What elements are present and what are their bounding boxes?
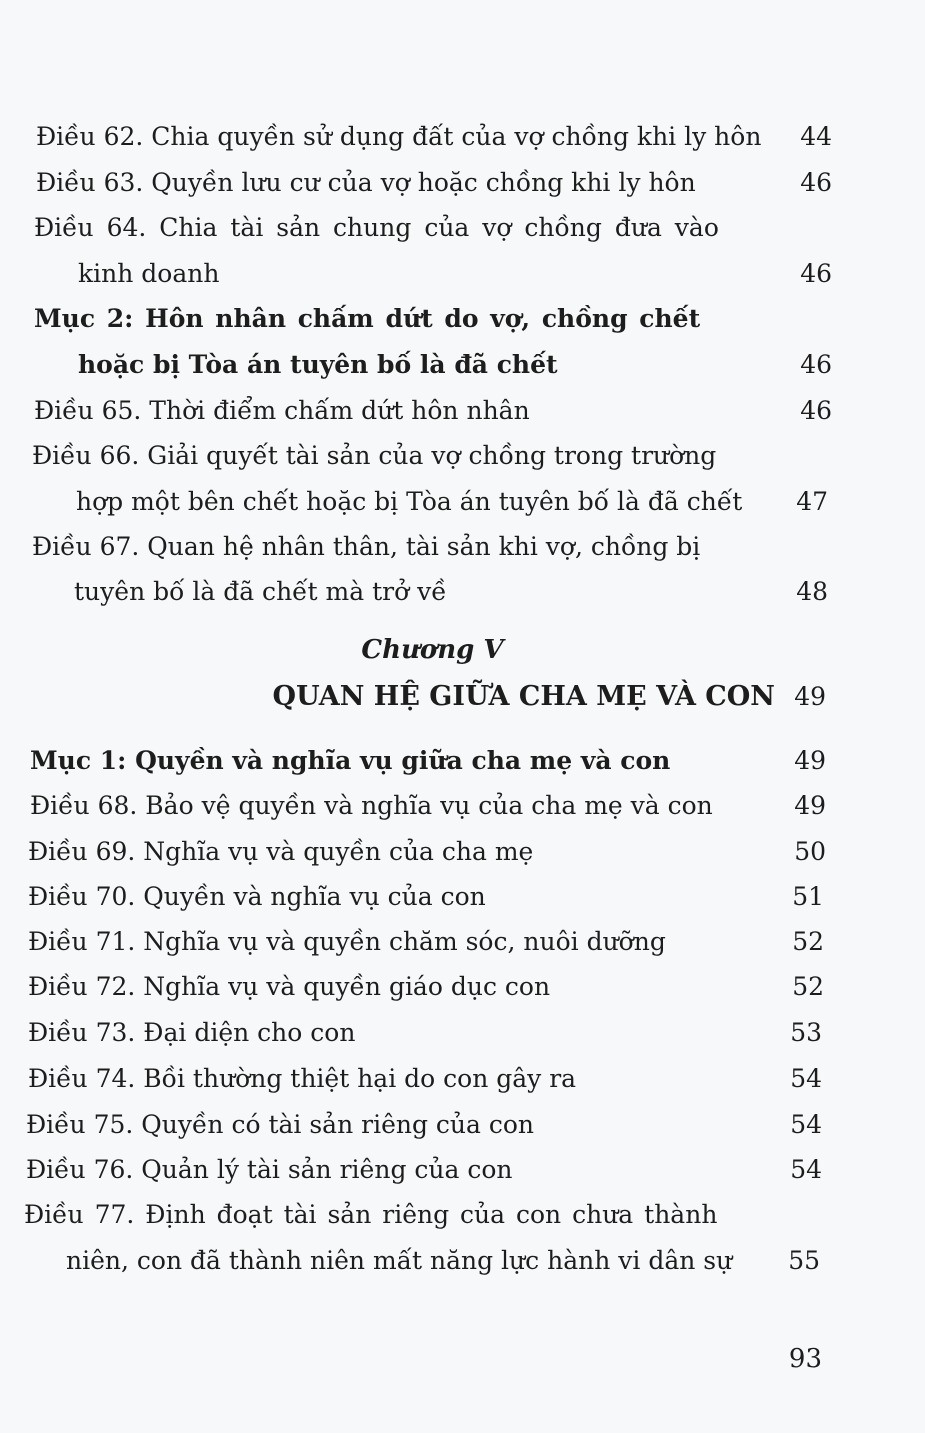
toc-entry-text: Điều 73. Đại diện cho con bbox=[28, 1018, 356, 1047]
toc-entry bbox=[0, 877, 925, 917]
toc-entry-text: Điều 66. Giải quyết tài sản của vợ chồng trong trường bbox=[32, 441, 717, 470]
toc-entry-continuation bbox=[0, 1241, 925, 1281]
toc-entry-page: 54 bbox=[790, 1155, 822, 1184]
toc-entry-text: Điều 63. Quyền lưu cư của vợ hoặc chồng khi ly hôn bbox=[36, 168, 696, 197]
toc-entry-text: tuyên bố là đã chết mà trở về bbox=[74, 577, 447, 606]
page-number: 93 bbox=[788, 1344, 822, 1374]
chapter-title bbox=[0, 677, 925, 717]
toc-entry-page: 46 bbox=[800, 168, 832, 197]
toc-entry-continuation bbox=[0, 254, 925, 294]
toc-entry bbox=[0, 436, 925, 476]
toc-entry-page: 55 bbox=[788, 1246, 820, 1275]
toc-entry-page: 46 bbox=[800, 350, 832, 379]
toc-entry-page: 46 bbox=[800, 396, 832, 425]
toc-entry-page: 52 bbox=[792, 927, 824, 956]
toc-entry-text: Điều 62. Chia quyền sử dụng đất của vợ chồng khi ly hôn bbox=[36, 122, 762, 151]
toc-entry-text: niên, con đã thành niên mất năng lực hành vi dân sự bbox=[66, 1246, 733, 1275]
toc-entry-text: Điều 69. Nghĩa vụ và quyền của cha mẹ bbox=[28, 837, 534, 866]
toc-entry bbox=[0, 967, 925, 1007]
toc-entry-continuation bbox=[0, 572, 925, 612]
toc-entry bbox=[0, 1150, 925, 1190]
toc-entry-page: 54 bbox=[790, 1110, 822, 1139]
toc-entry-text: kinh doanh bbox=[78, 259, 220, 288]
toc-entry-text: Điều 65. Thời điểm chấm dứt hôn nhân bbox=[34, 396, 530, 425]
toc-entry-page: 48 bbox=[796, 577, 828, 606]
toc-entry bbox=[0, 1105, 925, 1145]
toc-section-heading-continuation bbox=[0, 345, 925, 385]
toc-entry-page: 49 bbox=[794, 791, 826, 820]
chapter-label: Chương V bbox=[361, 635, 504, 665]
toc-entry bbox=[0, 1195, 925, 1235]
chapter-title-text: QUAN HỆ GIỮA CHA MẸ VÀ CON bbox=[272, 681, 775, 712]
toc-section-heading bbox=[0, 741, 925, 781]
toc-entry-page: 47 bbox=[796, 487, 828, 516]
toc-entry-page: 44 bbox=[800, 122, 832, 151]
toc-entry-page: 53 bbox=[790, 1018, 822, 1047]
toc-entry-page: 51 bbox=[792, 882, 824, 911]
toc-section-heading-text: Mục 1: Quyền và nghĩa vụ giữa cha mẹ và con bbox=[30, 746, 671, 775]
toc-entry-page: 54 bbox=[790, 1064, 822, 1093]
toc-section-heading-text: hoặc bị Tòa án tuyên bố là đã chết bbox=[78, 350, 558, 379]
chapter-page: 49 bbox=[794, 682, 826, 711]
toc-entry bbox=[0, 1013, 925, 1053]
toc-entry-text: Điều 71. Nghĩa vụ và quyền chăm sóc, nuôi dưỡng bbox=[28, 927, 666, 956]
toc-entry bbox=[0, 922, 925, 962]
toc-entry-text: Điều 75. Quyền có tài sản riêng của con bbox=[26, 1110, 535, 1139]
toc-section-heading-text: Mục 2: Hôn nhân chấm dứt do vợ, chồng chết bbox=[34, 304, 701, 333]
toc-entry-text: Điều 68. Bảo vệ quyền và nghĩa vụ của cha mẹ và con bbox=[30, 791, 713, 820]
toc-entry-text: Điều 74. Bồi thường thiệt hại do con gây ra bbox=[28, 1064, 577, 1093]
toc-entry-text: hợp một bên chết hoặc bị Tòa án tuyên bố là đã chết bbox=[76, 487, 743, 516]
toc-entry-page: 46 bbox=[800, 259, 832, 288]
toc-entry-continuation bbox=[0, 482, 925, 522]
toc-section-heading bbox=[0, 299, 925, 339]
toc-entry-text: Điều 76. Quản lý tài sản riêng của con bbox=[26, 1155, 513, 1184]
toc-entry bbox=[0, 163, 925, 203]
toc-entry-text: Điều 64. Chia tài sản chung của vợ chồng đưa vào bbox=[34, 213, 719, 242]
toc-entry-text: Điều 67. Quan hệ nhân thân, tài sản khi vợ, chồng bị bbox=[32, 532, 701, 561]
toc-entry-text: Điều 72. Nghĩa vụ và quyền giáo dục con bbox=[28, 972, 551, 1001]
toc-entry bbox=[0, 208, 925, 248]
toc-entry-page: 49 bbox=[794, 746, 826, 775]
toc-entry-text: Điều 70. Quyền và nghĩa vụ của con bbox=[28, 882, 486, 911]
toc-entry-text: Điều 77. Định đoạt tài sản riêng của con chưa thành bbox=[24, 1200, 718, 1229]
toc-entry-page: 50 bbox=[794, 837, 826, 866]
toc-entry bbox=[0, 832, 925, 872]
toc-entry bbox=[0, 391, 925, 431]
toc-entry bbox=[0, 786, 925, 826]
toc-entry-page: 52 bbox=[792, 972, 824, 1001]
toc-entry bbox=[0, 117, 925, 157]
toc-entry bbox=[0, 1059, 925, 1099]
toc-entry bbox=[0, 527, 925, 567]
